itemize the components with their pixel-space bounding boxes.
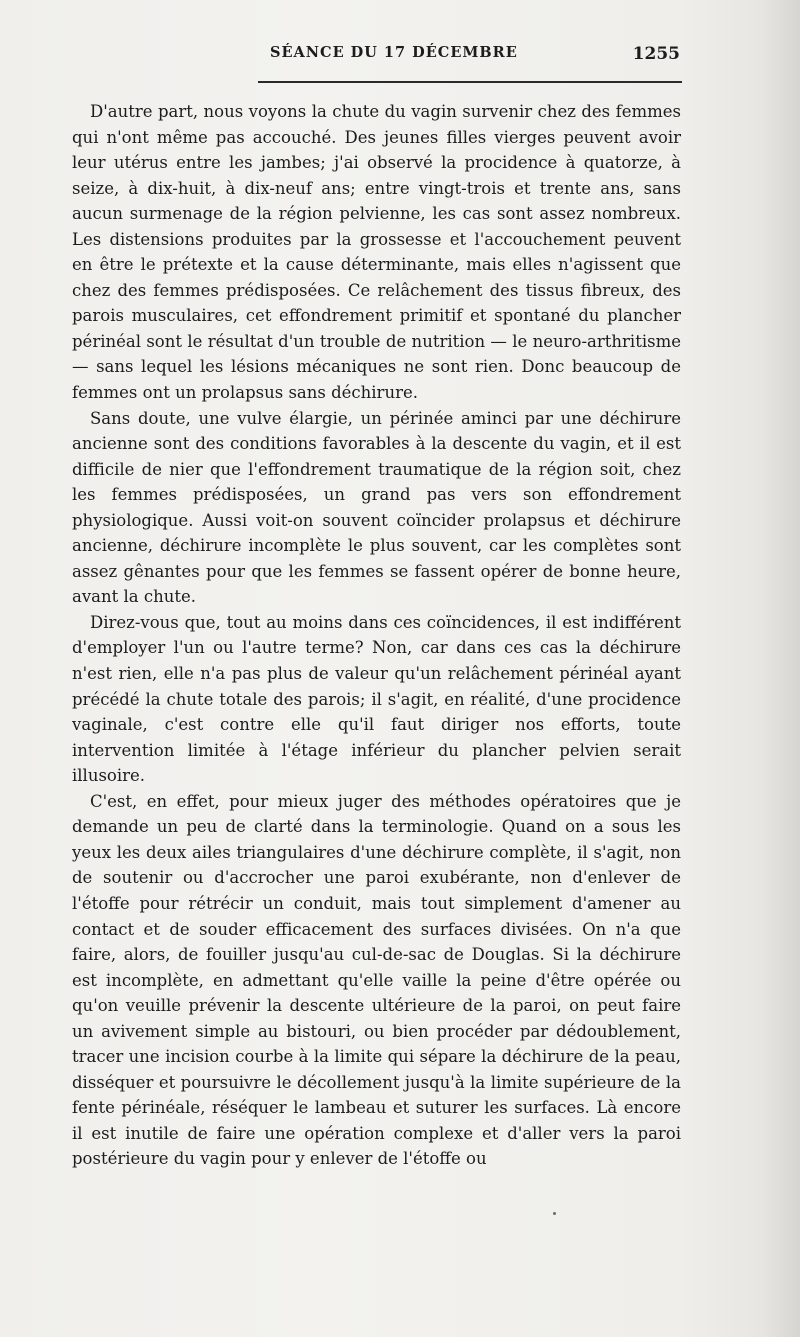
page-header [260,44,680,68]
page-edge-shadow [760,0,800,1337]
body-text [72,99,681,1172]
paragraph-4: C'est, en effet, pour mieux juger des méthodes opératoires que je demande un peu de clarté dans la terminologie. Quand on a sous les yeux les deux ailes triangulaires d'une déchirure complète, il s'agit, non de soutenir ou d'accrocher une paroi exubérante, non d'enlever de l'étoffe pour rétrécir un conduit, mais tout simplement d'amener au contact et de souder efficacement des surfaces divisées. On n'a que faire, alors, de fouiller jusqu'au cul-de-sac de Douglas. Si la déchirure est incomplète, en admettant qu'elle vaille la peine d'être opérée ou qu'on veuille prévenir la descente ultérieure de la paroi, on peut faire un avivement simple au bistouri, ou bien procéder par dédoublement, tracer une incision courbe à la limite qui sépare la déchirure de la peau, disséquer et poursuivre le décollement jusqu'à la limite supérieure de la fente périnéale, réséquer le lambeau et suturer les surfaces. Là encore il est inutile de faire une opération complexe et d'aller vers la paroi postérieure du vagin pour y enlever de l'étoffe ou [72,791,681,1169]
page-number: 1255 [632,44,680,64]
header-rule [258,81,682,83]
paragraph-1: D'autre part, nous voyons la chute du vagin survenir chez des femmes qui n'ont même pas accouché. Des jeunes filles vierges peuvent avoir leur utérus entre les jambes; j'ai observé la procidence à quatorze, à seize, à dix-huit, à dix-neuf ans; entre vingt-trois et trente ans, sans aucun surmenage de la région pelvienne, les cas sont assez nombreux. Les distensions produites par la grossesse et l'accouchement peuvent en être le prétexte et la cause déterminante, mais elles n'agissent que chez des femmes prédisposées. Ce relâchement des tissus fibreux, des parois musculaires, cet effondrement primitif et spontané du plancher périnéal sont le résultat d'un trouble de nutrition — le neuro-arthritisme — sans lequel les lésions mécaniques ne sont rien. Donc beaucoup de femmes ont un prolapsus sans déchirure. [72,102,681,403]
ink-speck [553,1212,556,1215]
paragraph-2: Sans doute, une vulve élargie, un périnée aminci par une déchirure ancienne sont des conditions favorables à la descente du vagin, et il est difficile de nier que l'effondrement traumatique de la région soit, chez les femmes prédisposées, un grand pas vers son effondrement physiologique. Aussi voit-on souvent coïncider prolapsus et déchirure ancienne, déchirure incomplète le plus souvent, car les complètes sont assez gênantes pour que les femmes se fassent opérer de bonne heure, avant la chute. [72,408,681,607]
paragraph-3: Direz-vous que, tout au moins dans ces coïncidences, il est indifférent d'employer l'un ou l'autre terme? Non, car dans ces cas la déchirure n'est rien, elle n'a pas plus de valeur qu'un relâchement périnéal ayant précédé la chute totale des parois; il s'agit, en réalité, d'une procidence vaginale, c'est contre elle qu'il faut diriger nos efforts, toute intervention limitée à l'étage inférieur du plancher pelvien serait illusoire. [72,612,681,786]
running-title: SÉANCE DU 17 DÉCEMBRE [270,44,518,61]
